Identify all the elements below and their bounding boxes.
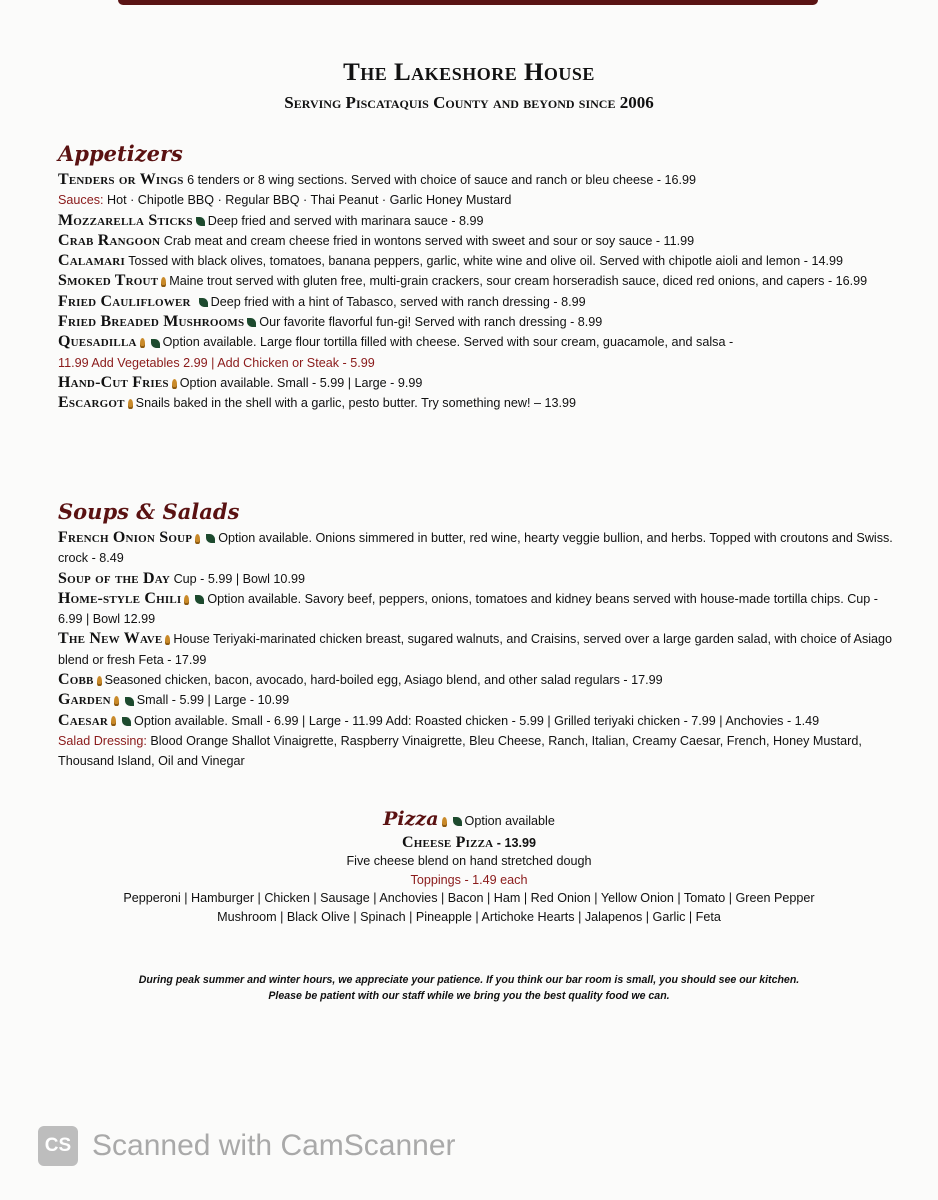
menu-item-smoked-trout xyxy=(58,271,900,291)
sauces-text: Hot · Chipotle BBQ · Regular BBQ · Thai Peanut · Garlic Honey Mustard xyxy=(107,193,512,208)
camscanner-watermark xyxy=(38,1124,456,1168)
item-name: Soup of the Day xyxy=(58,569,171,587)
menu-item-soup-of-day xyxy=(58,569,900,589)
item-desc: Option available. Small - 6.99 | Large - 11.99 Add: Roasted chicken - 5.99 | Grilled teriyaki chicken - 7.99 | Anchovies - 1.49 xyxy=(134,713,820,728)
vegetarian-leaf-icon xyxy=(199,298,208,307)
item-extra: 11.99 Add Vegetables 2.99 | Add Chicken or Steak - 5.99 xyxy=(58,355,375,370)
gluten-free-wheat-icon xyxy=(161,277,166,287)
item-desc: Option available. Onions simmered in butter, red wine, hearty veggie bullion, and herbs. Topped with croutons and Swiss. crock - 8.49 xyxy=(58,531,893,566)
soups-salads-section xyxy=(58,498,900,772)
item-desc: Option available. Small - 5.99 | Large - 9.99 xyxy=(179,375,423,390)
item-desc: Tossed with black olives, tomatoes, banana peppers, garlic, white wine and olive oil. Served with chipotle aioli and lemon - 14.99 xyxy=(128,254,843,269)
item-desc: Snails baked in the shell with a garlic, pesto butter. Try something new! – 13.99 xyxy=(135,396,577,411)
toppings-label: Toppings - 1.49 each xyxy=(410,872,528,887)
pizza-heading: Pizza xyxy=(383,808,439,830)
menu-item-calamari xyxy=(58,251,900,271)
pizza-option: Option available xyxy=(464,814,555,828)
dressing-text: Blood Orange Shallot Vinaigrette, Raspberry Vinaigrette, Bleu Cheese, Ranch, Italian, Creamy Caesar, French, Honey Mustard, Thousand Island, Oil and Vinegar xyxy=(58,733,862,769)
item-name: Crab Rangoon xyxy=(58,231,161,249)
soups-heading: Soups & Salads xyxy=(58,499,240,524)
gluten-free-wheat-icon xyxy=(140,338,145,348)
sauces-line xyxy=(58,190,900,210)
footer-line-2: Please be patient with our staff while we bring you the best quality food we can. xyxy=(268,990,670,1002)
item-desc: Maine trout served with gluten free, multi-grain crackers, sour cream horseradish sauce, diced red onions, and capers - 16.99 xyxy=(169,274,868,289)
vegetarian-leaf-icon xyxy=(151,339,160,348)
item-desc: Option available. Savory beef, peppers, onions, tomatoes and kidney beans served with house-made tortilla chips. Cup - 6.99 | Bowl 12.99 xyxy=(58,591,878,627)
pizza-section xyxy=(0,810,938,926)
item-desc: Deep fried with a hint of Tabasco, served with ranch dressing - 8.99 xyxy=(210,294,586,309)
vegetarian-leaf-icon xyxy=(122,717,131,726)
item-desc: Deep fried and served with marinara sauce - 8.99 xyxy=(207,213,484,228)
toppings-line-1: Pepperoni | Hamburger | Chicken | Sausage | Anchovies | Bacon | Ham | Red Onion | Yellow Onion | Tomato | Green Pepper xyxy=(123,891,815,905)
gluten-free-wheat-icon xyxy=(184,595,189,605)
cheese-pizza-line xyxy=(0,834,938,853)
pizza-heading-line xyxy=(0,810,938,831)
sauces-label: Sauces: xyxy=(58,193,104,208)
menu-item-french-onion xyxy=(58,528,900,569)
toppings-line-2: Mushroom | Black Olive | Spinach | Pineapple | Artichoke Hearts | Jalapenos | Garlic | Feta xyxy=(217,909,721,924)
vegetarian-leaf-icon xyxy=(247,318,256,327)
item-name: Tenders or Wings xyxy=(58,171,184,188)
item-desc: House Teriyaki-marinated chicken breast, sugared walnuts, and Craisins, served over a large garden salad, with choice of Asiago blend or fresh Feta - 17.99 xyxy=(58,632,893,667)
top-border xyxy=(118,0,818,5)
menu-item-new-wave xyxy=(58,629,900,670)
menu-item-garden xyxy=(58,690,900,710)
menu-item-caesar xyxy=(58,711,900,731)
item-name: Calamari xyxy=(58,252,125,270)
pizza-price: - 13.99 xyxy=(496,835,537,850)
item-name: Fried Breaded Mushrooms xyxy=(58,313,245,331)
item-desc: Seasoned chicken, bacon, avocado, hard-boiled egg, Asiago blend, and other salad regulars - 17.99 xyxy=(104,673,663,688)
menu-item-escargot xyxy=(58,393,900,413)
menu-item-chili xyxy=(58,589,900,630)
item-name: Quesadilla xyxy=(58,333,137,351)
restaurant-subtitle: Serving Piscataquis County and beyond since 2006 xyxy=(284,93,654,112)
menu-item-mushrooms xyxy=(58,312,900,332)
vegetarian-leaf-icon xyxy=(206,534,215,543)
item-desc: Option available. Large flour tortilla filled with cheese. Served with sour cream, guacamole, and salsa - xyxy=(162,335,734,350)
pizza-desc: Five cheese blend on hand stretched dough xyxy=(346,854,592,868)
item-name: Smoked Trout xyxy=(58,272,159,290)
footer-note xyxy=(0,972,938,1004)
item-name: Escargot xyxy=(58,394,125,412)
restaurant-title: The Lakeshore House xyxy=(343,59,595,86)
appetizers-section xyxy=(58,140,900,414)
item-desc: Small - 5.99 | Large - 10.99 xyxy=(136,693,290,708)
menu-item-cauliflower xyxy=(58,292,900,312)
gluten-free-wheat-icon xyxy=(111,716,116,726)
vegetarian-leaf-icon xyxy=(453,817,462,826)
vegetarian-leaf-icon xyxy=(196,217,205,226)
pizza-name: Cheese Pizza xyxy=(401,833,494,851)
item-name: Garden xyxy=(58,691,111,709)
vegetarian-leaf-icon xyxy=(195,595,204,604)
item-name: The New Wave xyxy=(58,630,163,648)
camscanner-text: Scanned with CamScanner xyxy=(92,1129,456,1162)
dressing-label: Salad Dressing: xyxy=(58,733,147,748)
appetizers-heading: Appetizers xyxy=(58,141,183,166)
item-name: Cobb xyxy=(58,671,94,689)
item-desc: Our favorite flavorful fun-gi! Served with ranch dressing - 8.99 xyxy=(259,315,603,330)
salad-dressing-line xyxy=(58,731,900,772)
menu-item-mozzarella xyxy=(58,211,900,231)
item-desc: 6 tenders or 8 wing sections. Served with choice of sauce and ranch or bleu cheese - 16.99 xyxy=(187,173,697,187)
menu-item-cobb xyxy=(58,670,900,690)
menu-item-quesadilla xyxy=(58,332,900,373)
menu-item-crab-rangoon xyxy=(58,231,900,251)
item-name: Fried Cauliflower xyxy=(58,292,191,310)
menu-item-fries xyxy=(58,373,900,393)
gluten-free-wheat-icon xyxy=(165,635,170,645)
gluten-free-wheat-icon xyxy=(114,696,119,706)
item-desc: Crab meat and cream cheese fried in wontons served with sweet and sour or soy sauce - 11.99 xyxy=(163,233,695,248)
menu-header xyxy=(0,58,938,114)
camscanner-logo-icon: CS xyxy=(38,1126,78,1166)
item-desc: Cup - 5.99 | Bowl 10.99 xyxy=(173,571,305,586)
item-name: Caesar xyxy=(58,711,109,729)
vegetarian-leaf-icon xyxy=(125,697,134,706)
footer-line-1: During peak summer and winter hours, we appreciate your patience. If you think our bar room is small, you should see our kitchen. xyxy=(138,974,800,986)
gluten-free-wheat-icon xyxy=(172,379,177,389)
gluten-free-wheat-icon xyxy=(128,399,133,409)
item-name: Mozzarella Sticks xyxy=(58,211,193,229)
item-name: Home-style Chili xyxy=(58,589,182,607)
gluten-free-wheat-icon xyxy=(97,676,102,686)
menu-item-tenders xyxy=(58,170,900,190)
item-name: Hand-Cut Fries xyxy=(58,373,169,391)
item-name: French Onion Soup xyxy=(58,529,193,546)
gluten-free-wheat-icon xyxy=(195,534,200,544)
gluten-free-wheat-icon xyxy=(442,817,447,827)
